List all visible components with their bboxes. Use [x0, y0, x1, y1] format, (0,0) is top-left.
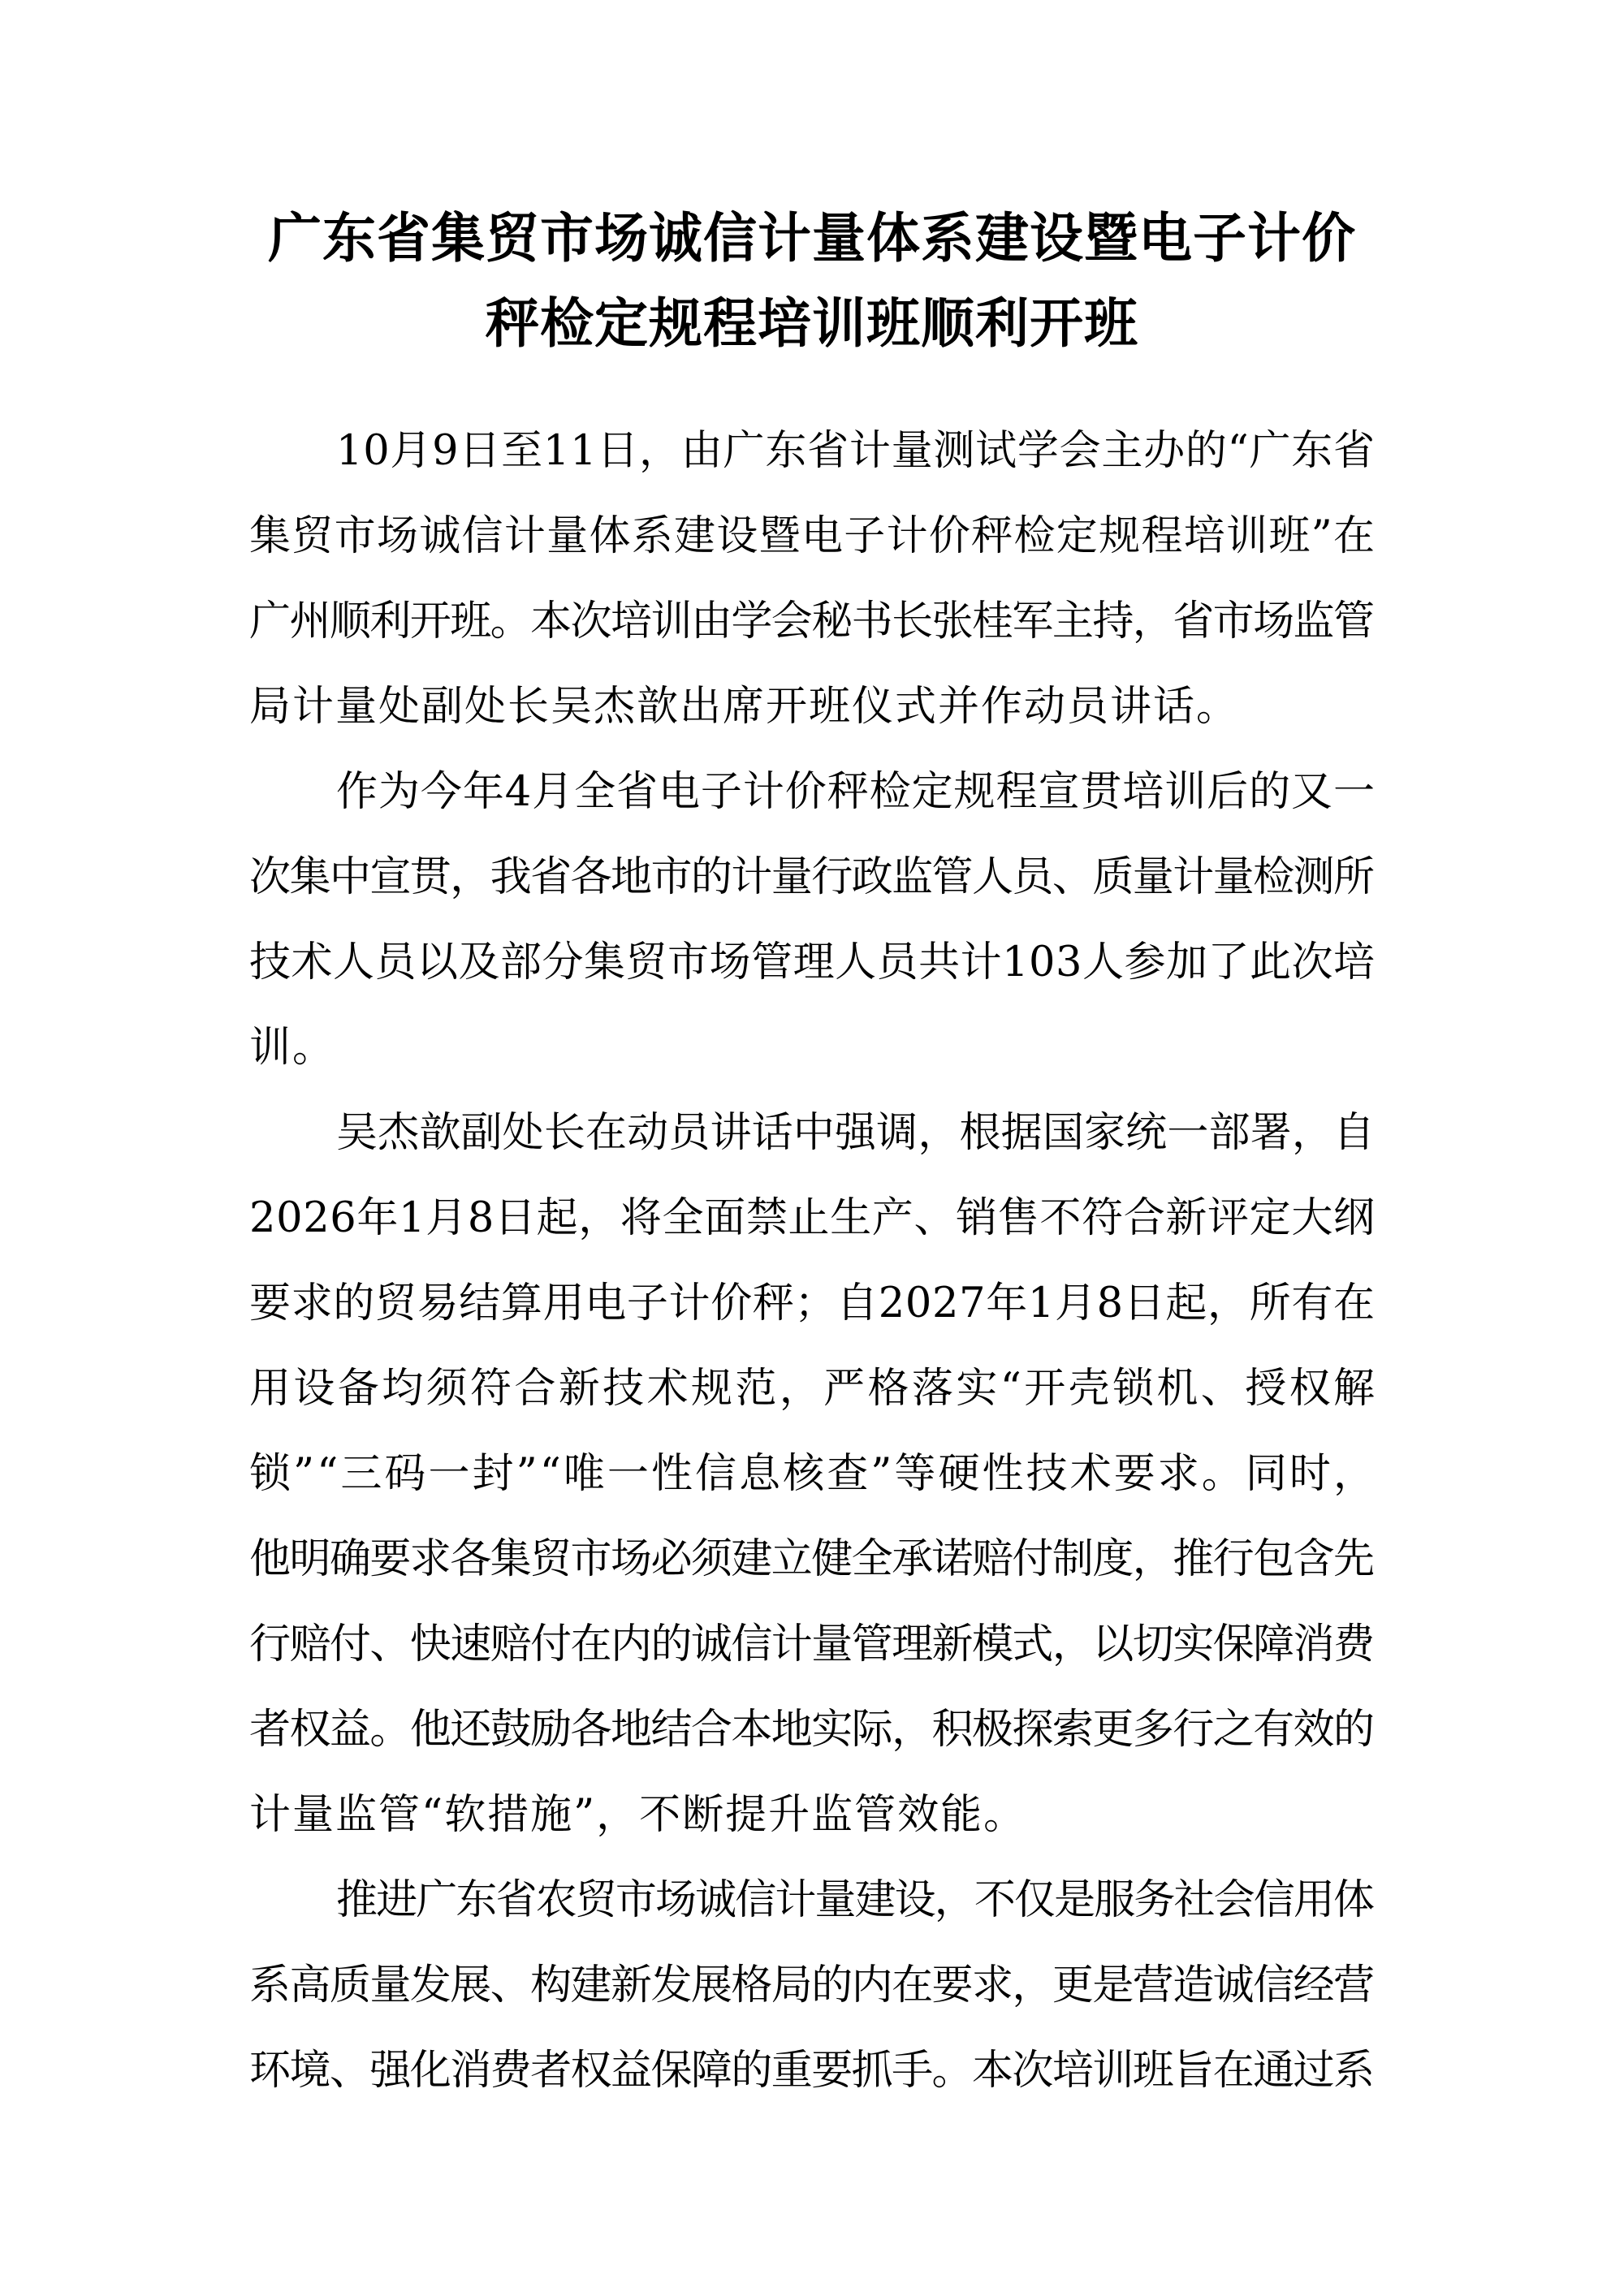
paragraph-line: 广州顺利开班。本次培训由学会秘书长张桂军主持，省市场监管: [249, 598, 1374, 645]
paragraph-line: 要求的贸易结算用电子计价秤；自2027年1月8日起，所有在: [249, 1280, 1376, 1327]
paragraph-line: 训。: [249, 1024, 336, 1072]
paragraph-line: 者权益。他还鼓励各地结合本地实际，积极探索更多行之有效的: [249, 1706, 1374, 1754]
paragraph-line: 作为今年4月全省电子计价秤检定规程宣贯培训后的又一: [336, 768, 1376, 816]
document-title-line-1: 广东省集贸市场诚信计量体系建设暨电子计价: [268, 206, 1356, 270]
paragraph-line: 锁”“三码一封”“唯一性信息核查”等硬性技术要求。同时，: [249, 1450, 1378, 1498]
paragraph-line: 系高质量发展、构建新发展格局的内在要求，更是营造诚信经营: [249, 1962, 1374, 2009]
paragraph-line: 他明确要求各集贸市场必须建立健全承诺赔付制度，推行包含先: [249, 1535, 1374, 1583]
paragraph-line: 行赔付、快速赔付在内的诚信计量管理新模式，以切实保障消费: [249, 1621, 1374, 1668]
paragraph-line: 计量监管“软措施”，不断提升监管效能。: [249, 1791, 1027, 1839]
document-title-line-2: 秤检定规程培训班顺利开班: [486, 291, 1138, 355]
paragraph-line: 局计量处副处长吴杰歆出席开班仪式并作动员讲话。: [249, 683, 1240, 731]
paragraph-line: 2026年1月8日起，将全面禁止生产、销售不符合新评定大纲: [249, 1194, 1376, 1242]
paragraph-line: 吴杰歆副处长在动员讲话中强调，根据国家统一部署，自: [336, 1109, 1376, 1157]
paragraph-line: 10月9日至11日，由广东省计量测试学会主办的“广东省: [336, 427, 1376, 475]
paragraph-line: 集贸市场诚信计量体系建设暨电子计价秤检定规程培训班”在: [249, 512, 1376, 560]
paragraph-line: 技术人员以及部分集贸市场管理人员共计103人参加了此次培: [249, 939, 1376, 986]
paragraph-line: 环境、强化消费者权益保障的重要抓手。本次培训班旨在通过系: [249, 2047, 1374, 2095]
paragraph-line: 推进广东省农贸市场诚信计量建设，不仅是服务社会信用体: [336, 1876, 1374, 1924]
paragraph-line: 次集中宣贯，我省各地市的计量行政监管人员、质量计量检测所: [249, 853, 1374, 901]
paragraph-line: 用设备均须符合新技术规范，严格落实“开壳锁机、授权解: [249, 1365, 1378, 1413]
